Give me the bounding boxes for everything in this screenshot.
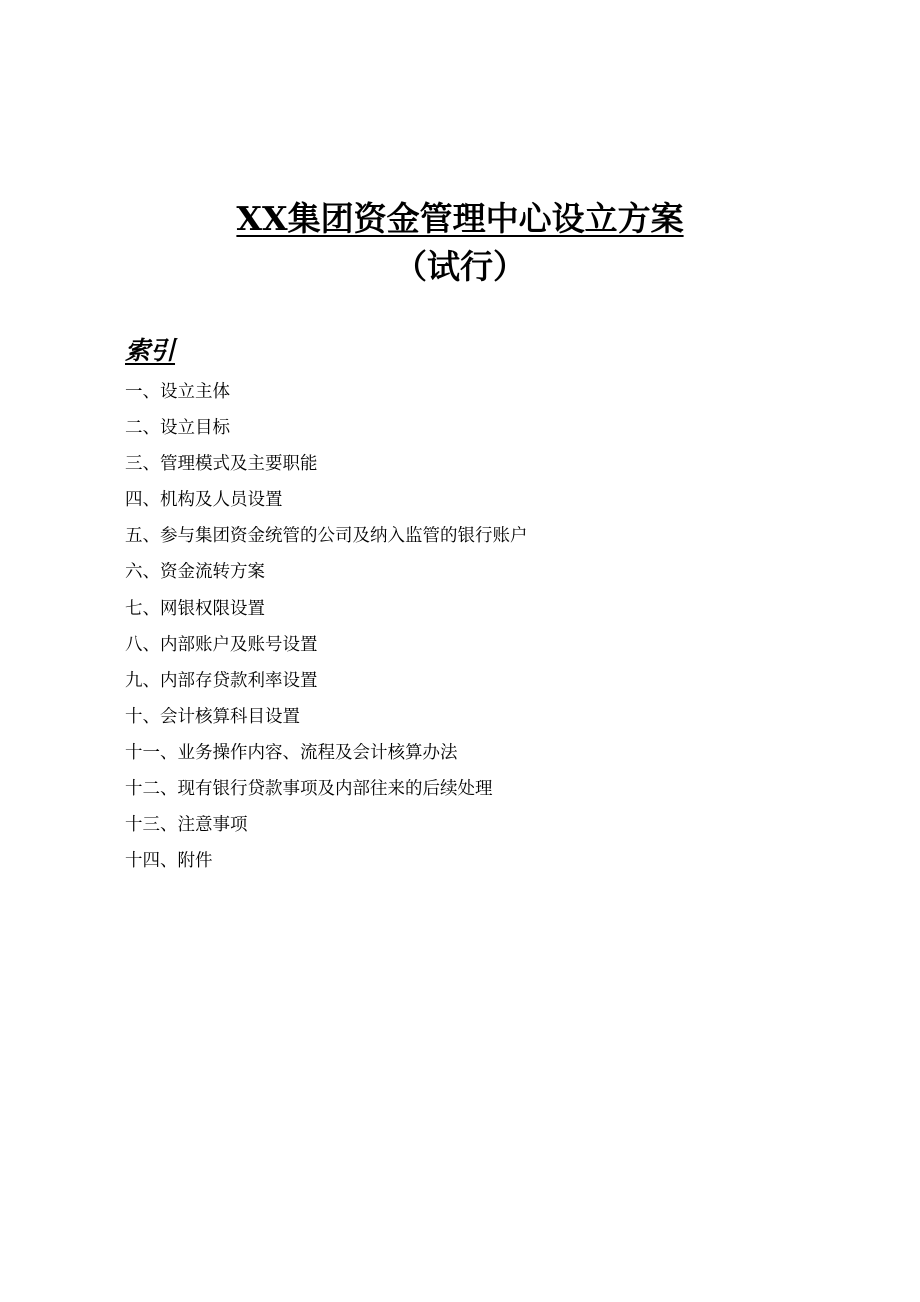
toc-item: 四、机构及人员设置 bbox=[125, 490, 283, 511]
index-heading: 索引 bbox=[125, 336, 176, 365]
toc-item: 七、网银权限设置 bbox=[125, 598, 265, 619]
toc-item: 三、管理模式及主要职能 bbox=[125, 454, 318, 475]
toc-item: 二、设立目标 bbox=[125, 418, 230, 439]
document-title bbox=[0, 196, 920, 242]
toc-item: 五、参与集团资金统管的公司及纳入监管的银行账户 bbox=[125, 526, 528, 547]
toc-item: 十、会计核算科目设置 bbox=[125, 706, 300, 727]
document-subtitle: （试行） bbox=[394, 247, 526, 286]
toc-item: 九、内部存贷款利率设置 bbox=[125, 670, 318, 691]
toc-item: 六、资金流转方案 bbox=[125, 562, 265, 583]
table-of-contents bbox=[125, 374, 825, 879]
document-title-text: XX集团资金管理中心设立方案 bbox=[236, 199, 684, 238]
toc-item: 十二、现有银行贷款事项及内部往来的后续处理 bbox=[125, 779, 493, 800]
toc-item: 十一、业务操作内容、流程及会计核算办法 bbox=[125, 742, 458, 763]
toc-item: 十四、附件 bbox=[125, 851, 213, 872]
toc-item: 十三、注意事项 bbox=[125, 815, 248, 836]
toc-item: 一、设立主体 bbox=[125, 382, 230, 402]
toc-item: 八、内部账户及账号设置 bbox=[125, 634, 318, 655]
